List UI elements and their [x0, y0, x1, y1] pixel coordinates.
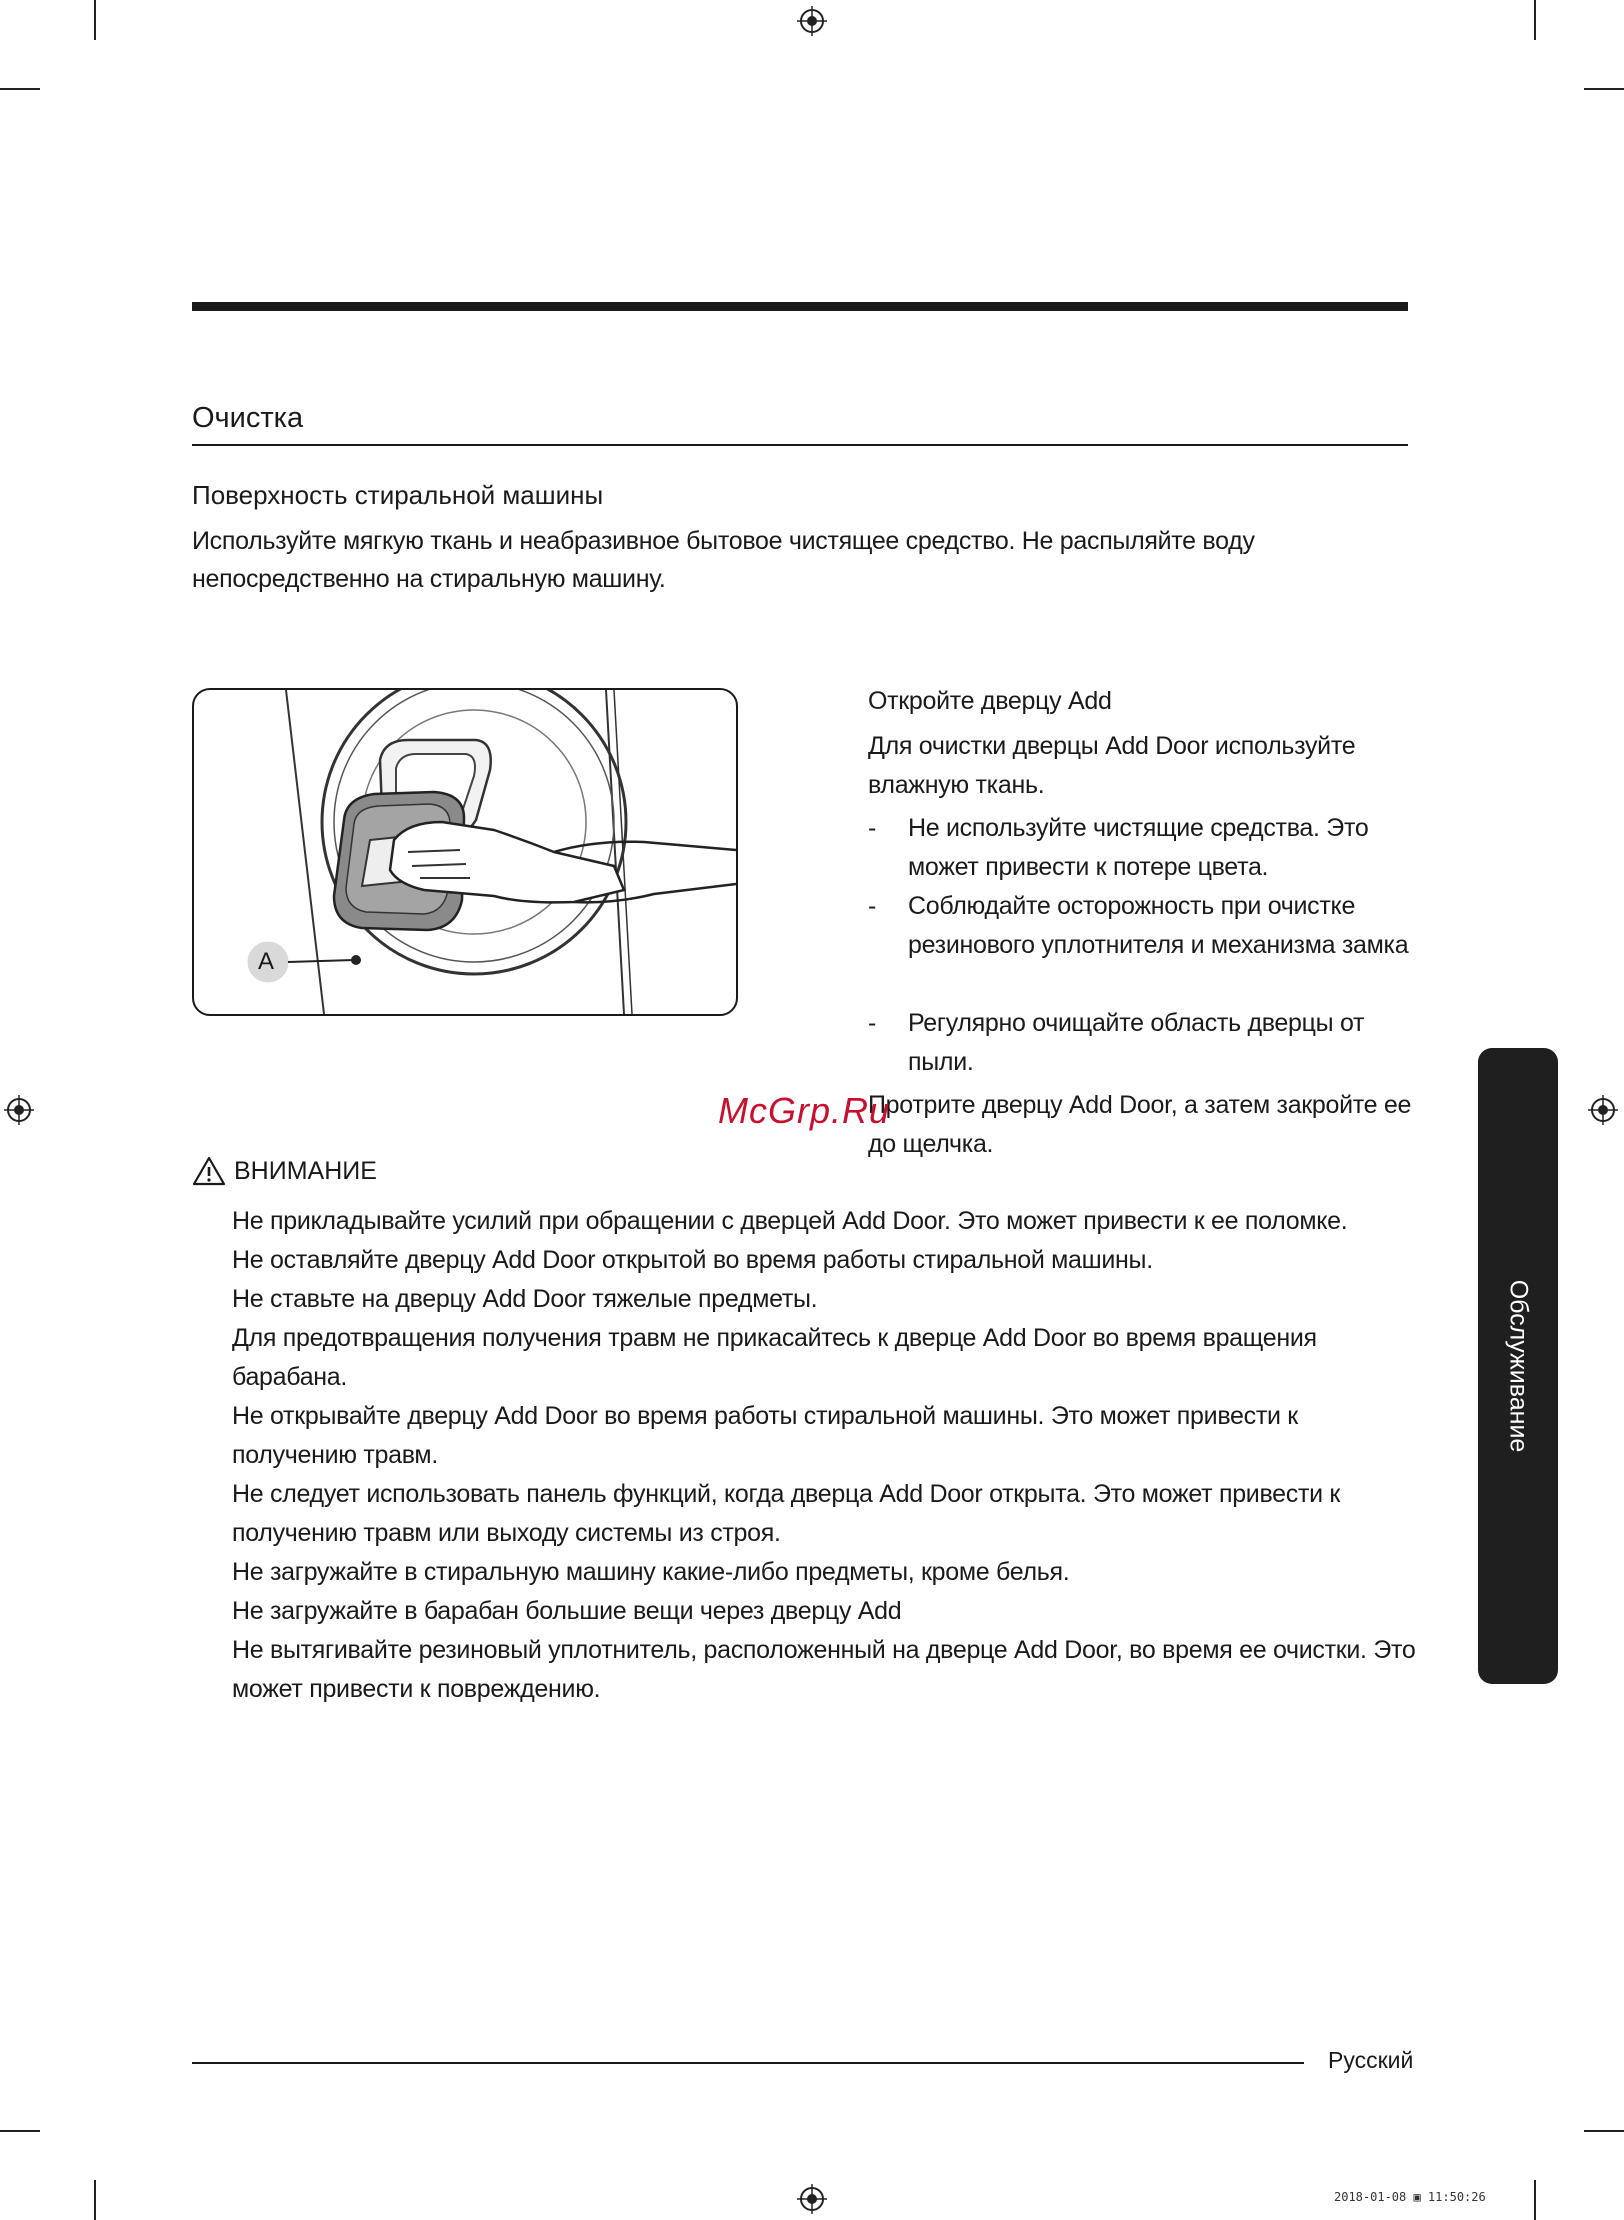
caution-item: Не вытягивайте резиновый уплотнитель, расположенный на дверце Add Door, во время ее очистки. Это может привести к повреждению. — [232, 1636, 1416, 1703]
caution-item: Не прикладывайте усилий при обращении с дверцей Add Door. Это может привести к ее поломке. — [232, 1207, 1348, 1235]
caution-item: Не следует использовать панель функций, когда дверца Add Door открыта. Это может привести к получению травм или выходу системы из строя. — [232, 1480, 1341, 1547]
section-subtitle: Поверхность стиральной машины — [192, 480, 604, 510]
registration-mark-icon — [4, 1095, 34, 1125]
door-cleaning-illustration — [192, 688, 738, 1016]
list-item — [868, 1004, 1428, 1082]
crop-mark — [0, 88, 40, 90]
crop-mark — [94, 2180, 96, 2220]
washer-door-drawing — [194, 690, 736, 1014]
caution-item: Не загружайте в барабан большие вещи через дверцу Add — [232, 1597, 902, 1625]
instructions-intro: Для очистки дверцы Add Door используйте влажную ткань. — [868, 732, 1356, 799]
registration-mark-icon — [797, 6, 827, 36]
footer-rule — [192, 2062, 1304, 2064]
caution-heading — [192, 1156, 377, 1186]
caution-title: ВНИМАНИЕ — [234, 1156, 377, 1185]
caution-item: Для предотвращения получения травм не прикасайтесь к дверце Add Door во время вращения барабана. — [232, 1324, 1317, 1391]
crop-mark — [94, 0, 96, 40]
list-item-text: Регулярно очищайте область дверцы от пыли. — [908, 1009, 1365, 1076]
section-rule — [192, 444, 1408, 446]
list-dash: - — [868, 814, 877, 842]
top-rule — [192, 302, 1408, 311]
crop-mark — [0, 2130, 40, 2132]
caution-item: Не загружайте в стиральную машину какие-либо предметы, кроме белья. — [232, 1558, 1070, 1586]
crop-mark — [1534, 2180, 1536, 2220]
instructions-outro: Протрите дверцу Add Door, а затем закройте ее до щелчка. — [868, 1091, 1412, 1158]
caution-item: Не оставляйте дверцу Add Door открытой во время работы стиральной машины. — [232, 1246, 1153, 1274]
list-item-text: Соблюдайте осторожность при очистке резинового уплотнителя и механизма замка — [908, 892, 1409, 959]
instructions-column — [868, 682, 1428, 1164]
print-stamp: 2018-01-08 ▣ 11:50:26 — [1334, 2190, 1486, 2204]
watermark: McGrp.Ru — [718, 1090, 891, 1131]
footer-language: Русский — [1328, 2047, 1414, 2073]
list-item — [868, 887, 1428, 965]
crop-mark — [1584, 2130, 1624, 2132]
chapter-side-tab — [1478, 1048, 1558, 1684]
warning-triangle-icon — [192, 1156, 226, 1186]
caution-item: Не открывайте дверцу Add Door во время работы стиральной машины. Это может привести к получению травм. — [232, 1402, 1298, 1469]
list-dash: - — [868, 892, 877, 920]
section-title: Очистка — [192, 402, 304, 434]
list-item-text: Не используйте чистящие средства. Это может привести к потере цвета. — [908, 814, 1369, 881]
caution-item: Не ставьте на дверцу Add Door тяжелые предметы. — [232, 1285, 818, 1313]
instructions-heading: Откройте дверцу Add — [868, 687, 1112, 715]
figure-label-a: A — [258, 948, 275, 975]
registration-mark-icon — [797, 2184, 827, 2214]
registration-mark-icon — [1588, 1095, 1618, 1125]
section-paragraph: Используйте мягкую ткань и неабразивное бытовое чистящее средство. Не распыляйте воду непосредственно на стиральную машину. — [192, 527, 1255, 593]
list-dash: - — [868, 1009, 877, 1037]
crop-mark — [1534, 0, 1536, 40]
chapter-side-tab-label: Обслуживание — [1504, 1279, 1533, 1453]
crop-mark — [1584, 88, 1624, 90]
caution-list — [232, 1202, 1422, 1709]
list-item — [868, 809, 1428, 887]
